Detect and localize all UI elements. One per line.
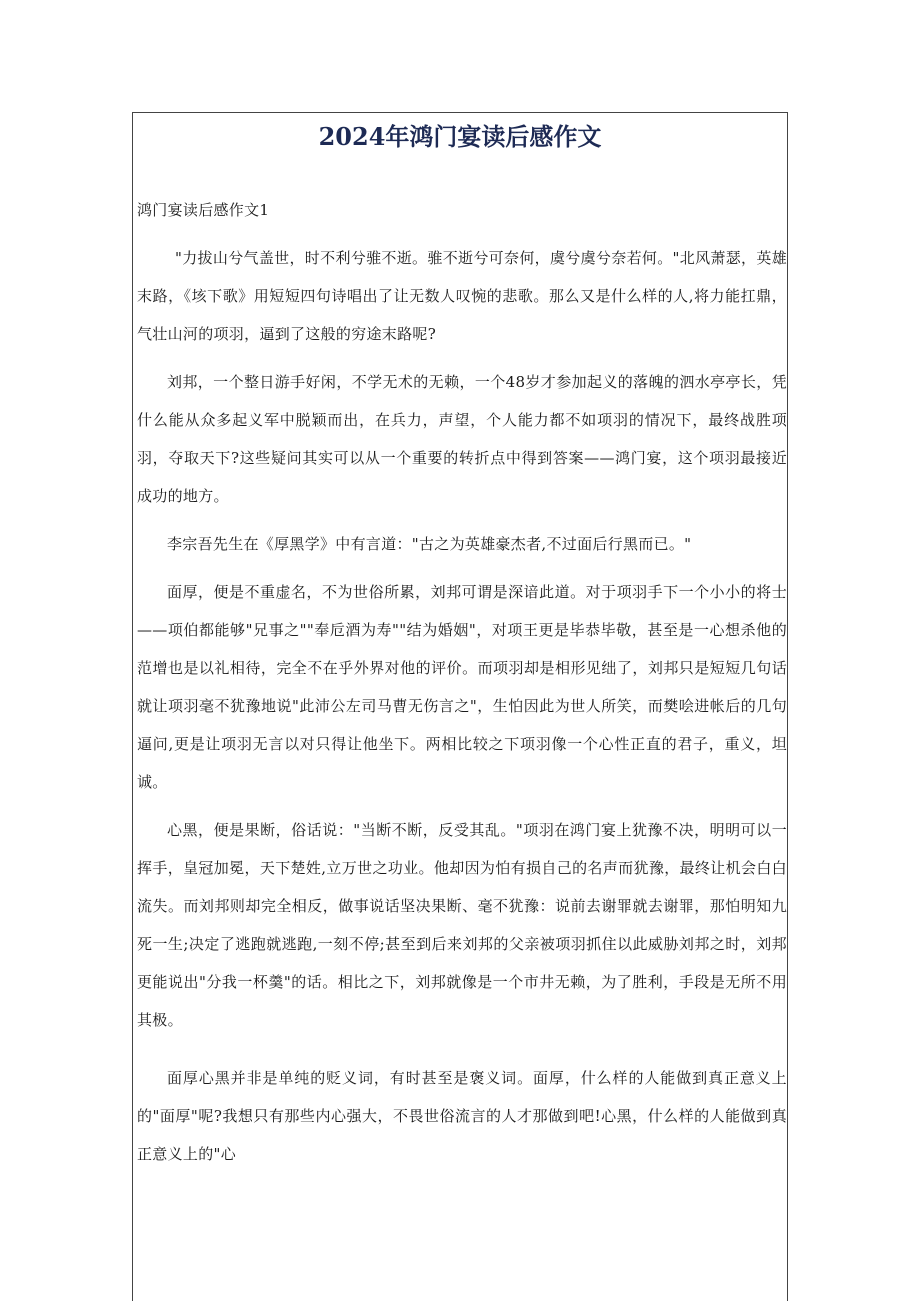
paragraph-5: 心黑，便是果断，俗话说："当断不断，反受其乱。"项羽在鸿门宴上犹豫不决，明明可以一挥手，皇冠加冕，天下楚姓,立万世之功业。他却因为怕有损自己的名声而犹豫，最终让机会白白流失。而刘邦则却完全相反，做事说话坚决果断、毫不犹豫：说前去谢罪就去谢罪，那怕明知九死一生;决定了逃跑就逃跑,一刻不停;甚至到后来刘邦的父亲被项羽抓住以此威胁刘邦之时，刘邦更能说出"分我一杯羹"的话。相比之下，刘邦就像是一个市井无赖，为了胜利，手段是无所不用其极。 — [137, 821, 787, 1029]
paragraph-4: 面厚，便是不重虚名，不为世俗所累，刘邦可谓是深谙此道。对于项羽手下一个小小的将士——项伯都能够"兄事之""奉卮酒为寿""结为婚姻"，对项王更是毕恭毕敬，甚至是一心想杀他的范增也是以礼相待，完全不在乎外界对他的评价。而项羽却是相形见绌了，刘邦只是短短几句话就让项羽毫不犹豫地说"此沛公左司马曹无伤言之"，生怕因此为世人所笑，而樊哙进帐后的几句逼问,更是让项羽无言以对只得让他坐下。两相比较之下项羽像一个心性正直的君子，重义，坦诚。 — [137, 583, 787, 791]
paragraph-2: 刘邦，一个整日游手好闲，不学无术的无赖，一个48岁才参加起义的落魄的泗水亭亭长，凭什么能从众多起义军中脱颖而出，在兵力，声望，个人能力都不如项羽的情况下，最终战胜项羽，夺取天下?这些疑问其实可以从一个重要的转折点中得到答案——鸿门宴，这个项羽最接近成功的地方。 — [137, 373, 787, 505]
section-heading: 鸿门宴读后感作文1 — [137, 201, 270, 219]
paragraph-3: 李宗吾先生在《厚黑学》中有言道："古之为英雄豪杰者,不过面后行黑而已。" — [167, 535, 692, 553]
document-body — [137, 191, 787, 1183]
paragraph-1: "力拔山兮气盖世，时不利兮骓不逝。骓不逝兮可奈何，虞兮虞兮奈若何。"北风萧瑟，英雄末路，《垓下歌》用短短四句诗唱出了让无数人叹惋的悲歌。那么又是什么样的人,将力能扛鼎，气壮山河的项羽，逼到了这般的穷途末路呢? — [137, 249, 787, 343]
paragraph-6: 面厚心黑并非是单纯的贬义词，有时甚至是褒义词。面厚，什么样的人能做到真正意义上的"面厚"呢?我想只有那些内心强大，不畏世俗流言的人才那做到吧!心黑，什么样的人能做到真正意义上的"心 — [137, 1069, 787, 1163]
document-title: 2024年鸿门宴读后感作文 — [318, 122, 602, 151]
document-page — [132, 112, 788, 1301]
